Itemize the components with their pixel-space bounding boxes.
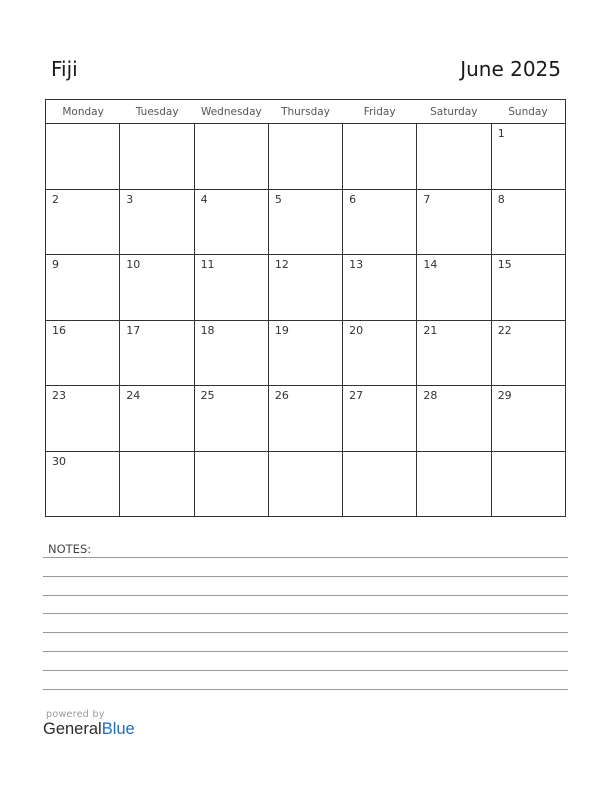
day-number: 26 <box>274 389 289 402</box>
calendar-day-cell <box>269 255 343 320</box>
day-number: 19 <box>274 323 289 337</box>
powered-by-text: powered by <box>46 709 105 720</box>
calendar-day-cell <box>120 255 194 320</box>
day-number: 25 <box>200 389 215 402</box>
day-number: 2 <box>52 192 59 206</box>
calendar-day-cell <box>46 386 120 451</box>
day-number: 8 <box>497 192 505 206</box>
calendar-day-cell <box>417 452 491 518</box>
calendar-day-cell <box>492 255 565 320</box>
calendar-week-row <box>46 255 565 321</box>
calendar-week-row <box>46 386 565 452</box>
calendar-day-cell <box>492 190 565 255</box>
calendar-day-cell <box>195 255 269 320</box>
day-number: 1 <box>497 127 505 140</box>
calendar-week-row <box>46 190 565 256</box>
calendar-day-cell <box>417 386 491 451</box>
calendar-day-cell <box>492 386 565 451</box>
notes-line <box>43 632 568 633</box>
calendar-day-cell <box>269 386 343 451</box>
calendar-day-cell <box>120 386 194 451</box>
day-number: 22 <box>497 323 512 337</box>
day-number: 20 <box>349 323 364 337</box>
day-number: 6 <box>349 192 357 206</box>
calendar-week-row <box>46 321 565 387</box>
day-number: 12 <box>274 258 289 271</box>
calendar-day-cell <box>269 321 343 386</box>
logo-general-text: General <box>43 720 102 738</box>
calendar-day-cell <box>492 321 565 386</box>
calendar-day-cell <box>195 386 269 451</box>
month-title: June 2025 <box>460 57 561 81</box>
calendar-day-cell <box>343 190 417 255</box>
calendar-day-cell <box>120 321 194 386</box>
calendar-day-cell <box>195 321 269 386</box>
notes-line <box>43 689 568 690</box>
weekday-saturday: Saturday <box>430 106 478 118</box>
day-number: 18 <box>200 323 215 337</box>
day-number: 3 <box>126 192 134 206</box>
notes-line <box>43 670 568 671</box>
calendar-day-cell <box>269 124 343 189</box>
day-number: 13 <box>349 258 364 271</box>
calendar-day-cell <box>269 452 343 518</box>
calendar-day-cell <box>46 452 120 518</box>
calendar-day-cell <box>492 452 565 518</box>
calendar-day-cell <box>120 452 194 518</box>
country-title: Fiji <box>51 57 78 81</box>
weekday-wednesday: Wednesday <box>200 106 262 118</box>
calendar-day-cell <box>417 124 491 189</box>
day-number: 24 <box>126 389 141 402</box>
day-number: 29 <box>497 389 512 402</box>
calendar-day-cell <box>46 190 120 255</box>
logo-blue-text: Blue <box>101 720 135 738</box>
day-number: 11 <box>200 258 215 271</box>
notes-line <box>43 595 568 596</box>
day-number: 23 <box>52 389 66 402</box>
day-number: 16 <box>52 323 66 337</box>
day-number: 14 <box>423 258 438 271</box>
calendar-day-cell <box>195 452 269 518</box>
notes-line <box>43 651 568 652</box>
calendar-day-cell <box>417 255 491 320</box>
day-number: 10 <box>126 258 141 271</box>
calendar-day-cell <box>195 124 269 189</box>
calendar-day-cell <box>343 386 417 451</box>
day-number: 17 <box>126 323 141 337</box>
calendar-day-cell <box>46 124 120 189</box>
calendar-week-row <box>46 124 565 190</box>
notes-line <box>43 576 568 577</box>
calendar-day-cell <box>46 321 120 386</box>
notes-label: NOTES: <box>48 542 92 556</box>
day-number: 7 <box>423 192 431 206</box>
day-number: 21 <box>423 323 438 337</box>
calendar-day-cell <box>343 124 417 189</box>
generalblue-logo[interactable] <box>43 720 135 739</box>
calendar-day-cell <box>269 190 343 255</box>
day-number: 4 <box>200 192 208 206</box>
day-number: 27 <box>349 389 364 402</box>
calendar-day-cell <box>46 255 120 320</box>
weeks-container <box>46 124 565 517</box>
calendar-day-cell <box>120 124 194 189</box>
weekday-header-row <box>46 100 565 124</box>
weekday-monday: Monday <box>62 106 104 118</box>
calendar-day-cell <box>417 190 491 255</box>
notes-line <box>43 613 568 614</box>
day-number: 5 <box>274 192 282 206</box>
calendar-week-row <box>46 452 565 518</box>
day-number: 28 <box>423 389 438 402</box>
weekday-tuesday: Tuesday <box>135 106 179 118</box>
weekday-sunday: Sunday <box>508 106 548 118</box>
calendar-day-cell <box>343 321 417 386</box>
notes-line <box>43 557 568 558</box>
calendar-grid <box>45 99 566 517</box>
day-number: 30 <box>52 454 66 468</box>
calendar-day-cell <box>195 190 269 255</box>
calendar-day-cell <box>417 321 491 386</box>
weekday-thursday: Thursday <box>281 106 330 118</box>
day-number: 9 <box>52 258 59 271</box>
calendar-day-cell <box>120 190 194 255</box>
weekday-friday: Friday <box>363 106 396 118</box>
calendar-day-cell <box>343 452 417 518</box>
calendar-day-cell <box>343 255 417 320</box>
calendar-day-cell <box>492 124 565 189</box>
day-number: 15 <box>497 258 512 271</box>
